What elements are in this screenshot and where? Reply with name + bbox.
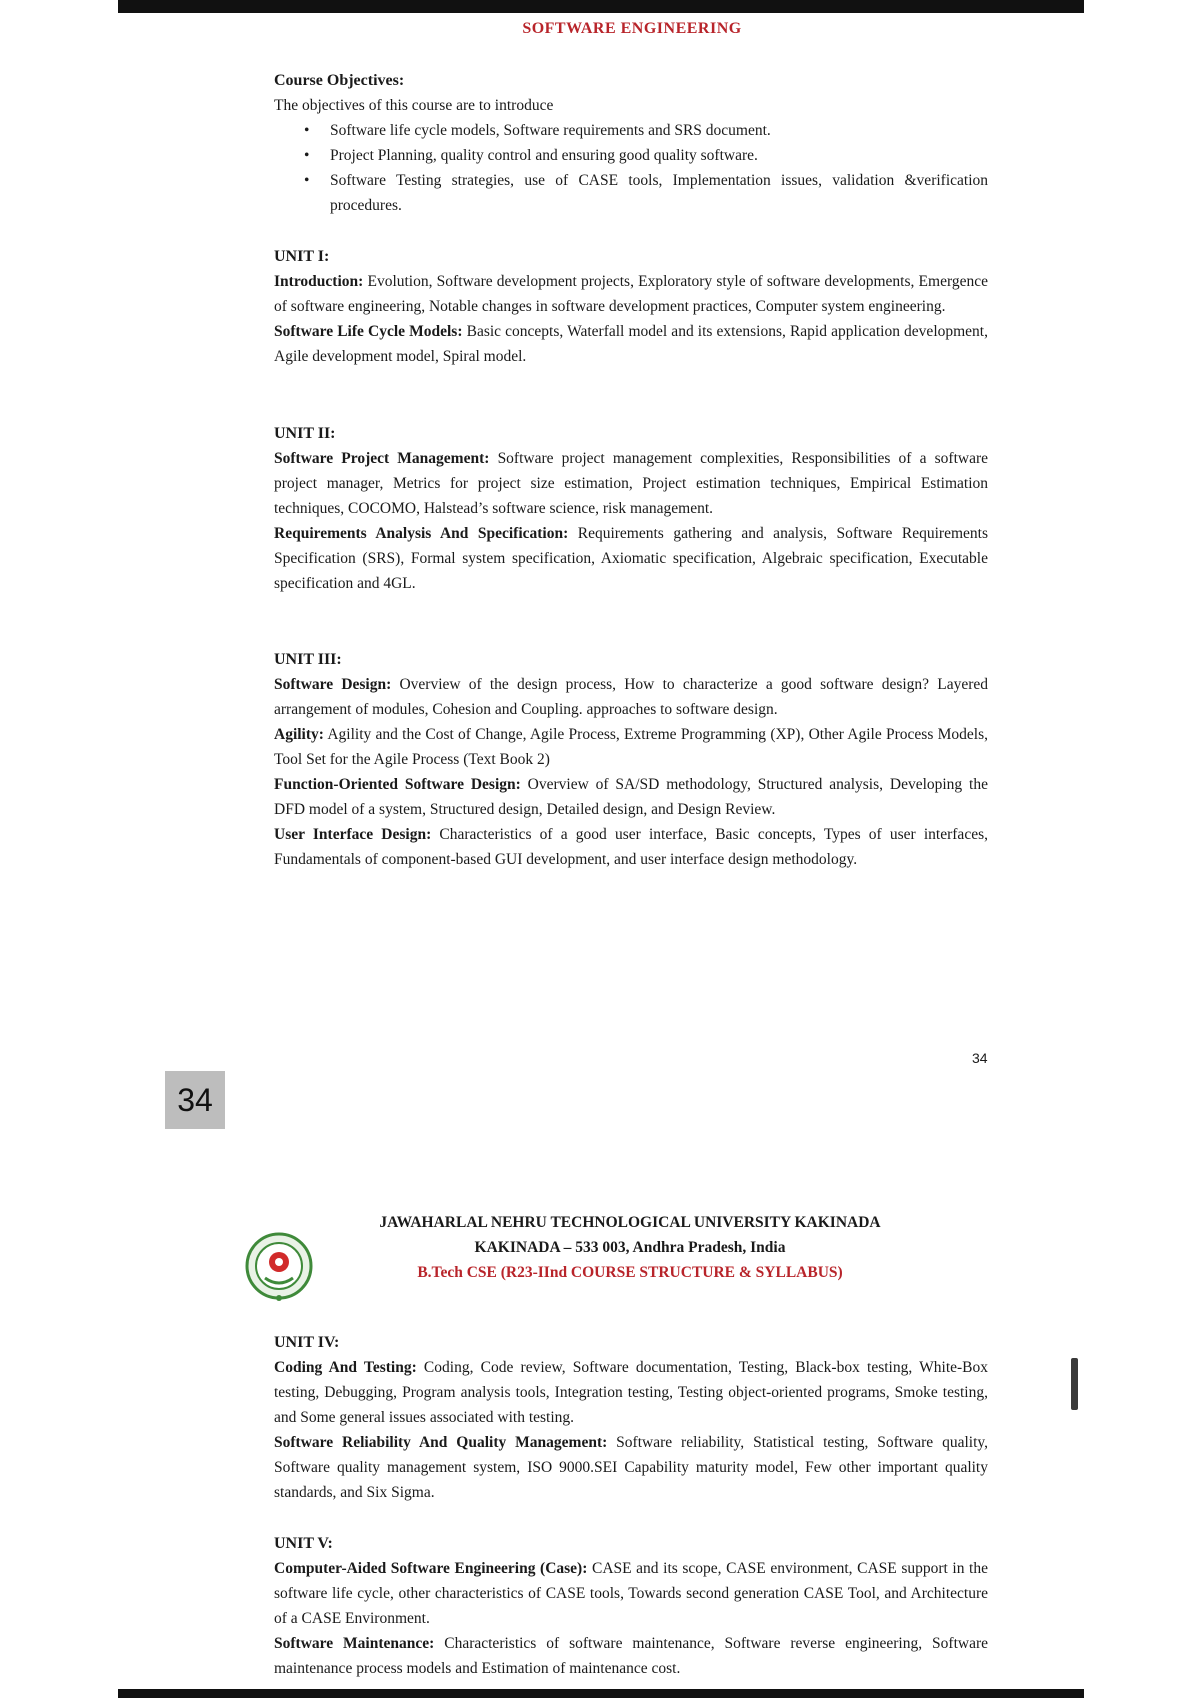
unit-paragraph	[274, 722, 988, 772]
objective-item: • Project Planning, quality control and ensuring good quality software.	[330, 143, 988, 168]
unit-paragraph	[274, 1631, 988, 1681]
top-edge-bar	[118, 0, 1084, 13]
objective-item: • Software Testing strategies, use of CASE tools, Implementation issues, validation &verification procedures.	[330, 168, 988, 218]
topic-label: Introduction:	[274, 273, 364, 290]
topic-text: Overview of SA/SD methodology, Structured analysis, Developing the DFD model of a system, Structured design, Detailed design, and Design Review.	[274, 776, 988, 818]
course-objectives-section	[274, 68, 988, 218]
objectives-heading: Course Objectives:	[274, 72, 405, 89]
topic-text: Software project management complexities, Responsibilities of a software project manager, Metrics for project size estimation, Project estimation techniques, Empirical Estimation techniques, COCOMO, Halstead’s software science, risk management.	[274, 450, 988, 517]
unit-heading: UNIT V:	[274, 1535, 333, 1552]
unit-1-section	[274, 244, 988, 369]
bottom-edge-bar	[118, 1689, 1084, 1698]
topic-text: Characteristics of software maintenance, Software reverse engineering, Software maintenance process models and Estimation of maintenance cost.	[274, 1635, 988, 1677]
university-name: JAWAHARLAL NEHRU TECHNOLOGICAL UNIVERSITY KAKINADA	[379, 1214, 881, 1231]
page-indicator-badge: 34	[165, 1071, 225, 1129]
topic-text: Overview of the design process, How to characterize a good software design? Layered arrangement of modules, Cohesion and Coupling. approaches to software design.	[274, 676, 989, 718]
topic-text: CASE and its scope, CASE environment, CASE support in the software life cycle, other characteristics of CASE tools, Towards second generation CASE Tool, and Architecture of a CASE Environment.	[274, 1560, 988, 1627]
topic-label: User Interface Design:	[274, 826, 432, 843]
unit-paragraph	[274, 446, 988, 521]
topic-text: Coding, Code review, Software documentation, Testing, Black-box testing, White-Box testing, Debugging, Program analysis tools, Integration testing, Testing object-oriented programs, Smoke testing, and Some general issues associated with testing.	[274, 1359, 989, 1426]
topic-label: Coding And Testing:	[274, 1359, 417, 1376]
unit-paragraph	[274, 1556, 988, 1631]
unit-5-section	[274, 1531, 988, 1681]
scrollbar-thumb[interactable]	[1071, 1358, 1078, 1410]
unit-paragraph	[274, 672, 988, 722]
topic-label: Software Design:	[274, 676, 392, 693]
topic-text: Evolution, Software development projects, Exploratory style of software developments, Emergence of software engineering, Notable changes in software development practices, Computer system engineering.	[274, 273, 988, 315]
topic-label: Software Life Cycle Models:	[274, 323, 463, 340]
objectives-list	[274, 118, 988, 218]
unit-paragraph	[274, 1355, 988, 1430]
unit-4-section	[274, 1330, 988, 1505]
course-title: SOFTWARE ENGINEERING	[522, 20, 742, 37]
unit-3-section	[274, 647, 988, 872]
unit-paragraph	[274, 772, 988, 822]
unit-heading: UNIT III:	[274, 651, 342, 668]
topic-label: Software Reliability And Quality Management:	[274, 1434, 608, 1451]
topic-text: Software reliability, Statistical testing, Software quality, Software quality management system, ISO 9000.SEI Capability maturity model, Few other important quality standards, and Six Sigma.	[274, 1434, 988, 1501]
university-header	[300, 1210, 960, 1285]
objective-item: • Software life cycle models, Software requirements and SRS document.	[330, 118, 988, 143]
unit-paragraph	[274, 521, 988, 596]
topic-text: Requirements gathering and analysis, Software Requirements Specification (SRS), Formal system specification, Axiomatic specification, Algebraic specification, Executable specification and 4GL.	[274, 525, 988, 592]
topic-label: Requirements Analysis And Specification:	[274, 525, 569, 542]
objectives-intro: The objectives of this course are to introduce	[274, 97, 554, 114]
unit-heading: UNIT I:	[274, 248, 330, 265]
course-structure-title: B.Tech CSE (R23-IInd COURSE STRUCTURE & SYLLABUS)	[417, 1264, 843, 1281]
topic-label: Software Project Management:	[274, 450, 490, 467]
unit-paragraph	[274, 269, 988, 319]
topic-text: Agility and the Cost of Change, Agile Process, Extreme Programming (XP), Other Agile Process Models, Tool Set for the Agile Process (Text Book 2)	[274, 726, 988, 768]
unit-heading: UNIT IV:	[274, 1334, 340, 1351]
unit-heading: UNIT II:	[274, 425, 336, 442]
unit-2-section	[274, 421, 988, 596]
unit-paragraph	[274, 822, 988, 872]
unit-paragraph	[274, 319, 988, 369]
topic-label: Software Maintenance:	[274, 1635, 435, 1652]
topic-text: Basic concepts, Waterfall model and its extensions, Rapid application development, Agile development model, Spiral model.	[274, 323, 988, 365]
topic-text: Characteristics of a good user interface, Basic concepts, Types of user interfaces, Fundamentals of component-based GUI development, and user interface design methodology.	[274, 826, 988, 868]
page-number: 34	[972, 1050, 988, 1066]
topic-label: Function-Oriented Software Design:	[274, 776, 521, 793]
unit-paragraph	[274, 1430, 988, 1505]
topic-label: Agility:	[274, 726, 324, 743]
topic-label: Computer-Aided Software Engineering (Case):	[274, 1560, 588, 1577]
university-address: KAKINADA – 533 003, Andhra Pradesh, India	[474, 1239, 786, 1256]
